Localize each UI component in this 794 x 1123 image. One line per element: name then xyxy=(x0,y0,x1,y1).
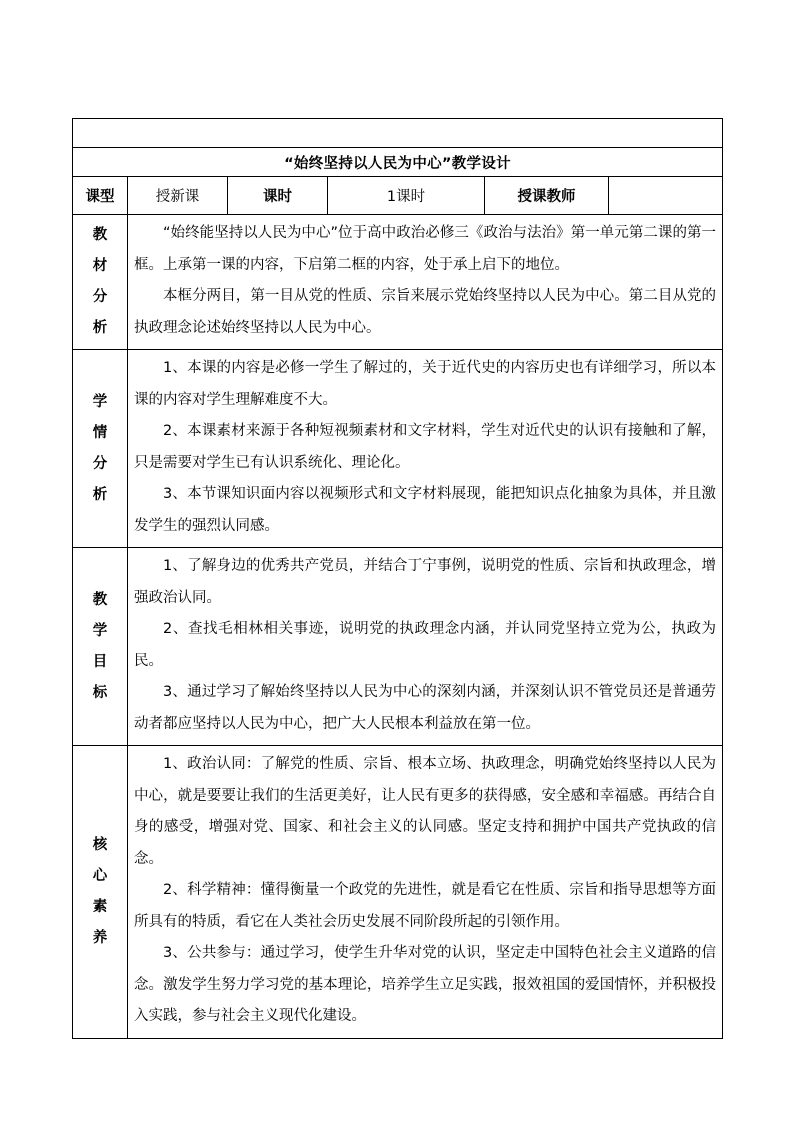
duration-label: 课时 xyxy=(228,177,328,215)
section-row-textbook-analysis xyxy=(73,215,723,350)
section-label-char: 素 xyxy=(92,898,108,915)
lesson-type-value: 授新课 xyxy=(128,177,228,215)
section-label-char: 学 xyxy=(92,393,108,410)
section-content-learner-analysis xyxy=(128,350,723,548)
section-label-textbook-analysis xyxy=(73,215,128,350)
section-label-learner-analysis xyxy=(73,350,128,548)
paragraph: 1、本课的内容是必修一学生了解过的，关于近代史的内容历史也有详细学习，所以本课的内容对学生理解难度不大。 xyxy=(134,360,717,408)
section-label-char: 养 xyxy=(92,929,108,946)
section-label-char: 学 xyxy=(92,622,108,639)
paragraph: 本框分两目，第一目从党的性质、宗旨来展示党始终坚持以人民为中心。第二目从党的执政理念论述始终坚持以人民为中心。 xyxy=(134,288,717,336)
teacher-label: 授课教师 xyxy=(485,177,609,215)
section-label-char: 教 xyxy=(92,591,108,608)
title-row xyxy=(73,148,723,177)
paragraph: 3、本节课知识面内容以视频形式和文字材料展现，能把知识点化抽象为具体，并且激发学生的强烈认同感。 xyxy=(134,486,717,534)
teacher-value xyxy=(609,177,723,215)
section-label-char: 教 xyxy=(92,227,108,243)
duration-value: 1课时 xyxy=(328,177,485,215)
paragraph: 2、查找毛相林相关事迹，说明党的执政理念内涵，并认同党坚持立党为公，执政为民。 xyxy=(134,621,717,669)
blank-header-cell xyxy=(73,119,723,148)
section-label-char: 析 xyxy=(92,320,108,336)
lesson-plan-table xyxy=(72,118,723,1039)
section-content-textbook-analysis xyxy=(128,215,723,350)
paragraph: 3、通过学习了解始终坚持以人民为中心的深刻内涵，并深刻认识不管党员还是普通劳动者都应坚持以人民为中心，把广大人民根本利益放在第一位。 xyxy=(134,684,717,732)
section-row-teaching-objectives xyxy=(73,548,723,746)
section-label-core-literacy xyxy=(73,746,128,1039)
paragraph: 3、公共参与：通过学习，使学生升华对党的认识，坚定走中国特色社会主义道路的信念。激发学生努力学习党的基本理论，培养学生立足实践，报效祖国的爱国情怀，并积极投入实践，参与社会主义现代化建设。 xyxy=(134,945,717,1024)
lesson-type-label: 课型 xyxy=(73,177,128,215)
section-content-core-literacy xyxy=(128,746,723,1039)
section-row-learner-analysis xyxy=(73,350,723,548)
paragraph: “始终能坚持以人民为中心”位于高中政治必修三《政治与法治》第一单元第二课的第一框。上承第一课的内容，下启第二框的内容，处于承上启下的地位。 xyxy=(134,225,717,273)
section-label-char: 标 xyxy=(92,684,108,701)
info-row xyxy=(73,177,723,215)
section-row-core-literacy xyxy=(73,746,723,1039)
document-title: “始终坚持以人民为中心”教学设计 xyxy=(73,148,723,177)
section-label-char: 析 xyxy=(92,486,108,503)
section-label-char: 情 xyxy=(92,424,108,441)
section-content-teaching-objectives xyxy=(128,548,723,746)
section-label-char: 分 xyxy=(92,455,108,472)
section-label-char: 心 xyxy=(92,867,108,884)
paragraph: 1、政治认同：了解党的性质、宗旨、根本立场、执政理念，明确党始终坚持以人民为中心，就是要要让我们的生活更美好，让人民有更多的获得感，安全感和幸福感。再结合自身的感受，增强对党、国家、和社会主义的认同感。坚定支持和拥护中国共产党执政的信念。 xyxy=(134,756,717,867)
paragraph: 2、科学精神：懂得衡量一个政党的先进性，就是看它在性质、宗旨和指导思想等方面所具有的特质，看它在人类社会历史发展不同阶段所起的引领作用。 xyxy=(134,882,717,930)
section-label-char: 目 xyxy=(92,653,108,670)
section-label-char: 核 xyxy=(92,836,108,853)
paragraph: 2、本课素材来源于各种短视频素材和文字材料，学生对近代史的认识有接触和了解，只是需要对学生已有认识系统化、理论化。 xyxy=(134,423,717,471)
section-label-teaching-objectives xyxy=(73,548,128,746)
section-label-char: 材 xyxy=(92,258,108,274)
section-label-char: 分 xyxy=(92,289,108,305)
paragraph: 1、了解身边的优秀共产党员，并结合丁宁事例，说明党的性质、宗旨和执政理念，增强政治认同。 xyxy=(134,558,717,606)
blank-header-row xyxy=(73,119,723,148)
